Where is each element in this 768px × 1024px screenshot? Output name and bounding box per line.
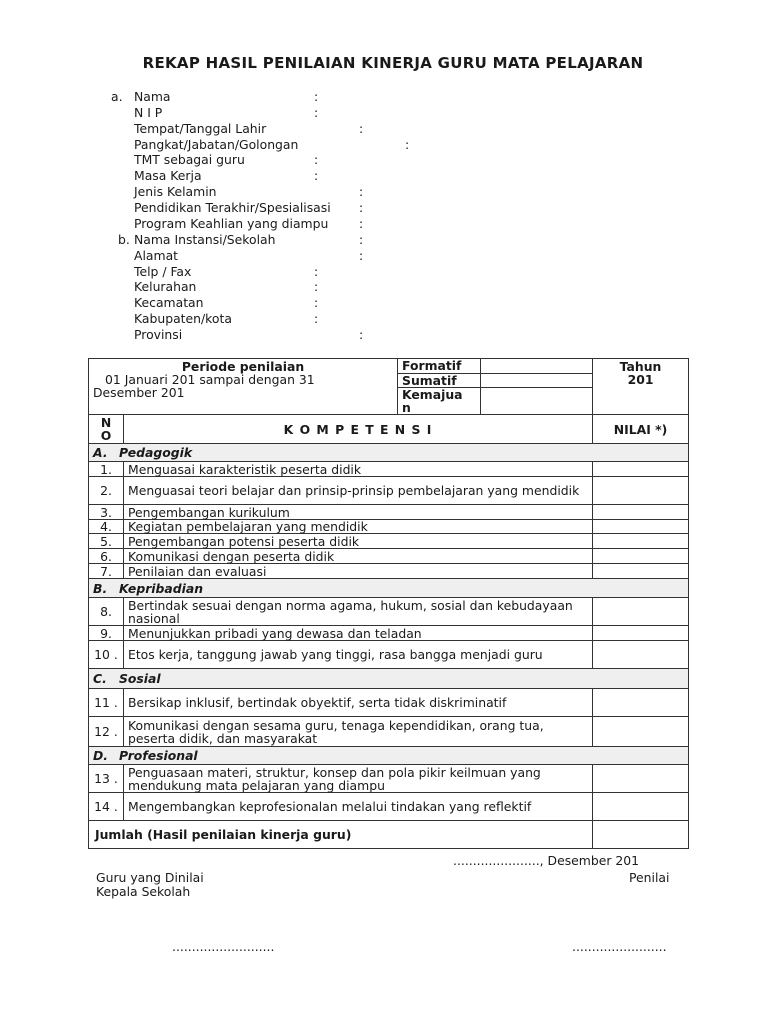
field-colon: : xyxy=(314,295,319,310)
nilai-cell[interactable] xyxy=(593,641,689,669)
section-code: A. xyxy=(93,445,108,460)
jumlah-value-cell[interactable] xyxy=(593,821,689,849)
field-colon: : xyxy=(359,232,364,247)
table-row xyxy=(89,520,689,534)
field-label-provinsi: Provinsi xyxy=(134,327,183,342)
field-colon: : xyxy=(359,248,364,263)
item-number: 4. xyxy=(89,520,124,534)
periode-range: 01 Januari 201 sampai dengan 31 xyxy=(105,372,315,387)
nilai-cell[interactable] xyxy=(593,462,689,477)
kemajuan-label xyxy=(398,387,480,414)
nilai-cell[interactable] xyxy=(593,505,689,520)
item-text: Mengembangkan keprofesionalan melalui tindakan yang reflektif xyxy=(124,793,593,821)
periode-header-row xyxy=(89,359,689,415)
item-number: 5. xyxy=(89,534,124,549)
item-number: 9. xyxy=(89,626,124,641)
item-text: Pengembangan potensi peserta didik xyxy=(124,534,593,549)
field-colon: : xyxy=(314,311,319,326)
kemajuan-label-line1: Kemajua xyxy=(402,386,463,402)
item-text: Bertindak sesuai dengan norma agama, hukum, sosial dan kebudayaan nasional xyxy=(124,598,593,626)
table-row xyxy=(89,477,689,505)
section-b-marker: b. xyxy=(118,232,130,247)
periode-label: Periode penilaian xyxy=(181,359,305,374)
section-name: Kepribadian xyxy=(119,580,204,596)
field-colon: : xyxy=(314,152,319,167)
assessment-type-cell xyxy=(398,359,593,415)
field-colon: : xyxy=(314,168,319,183)
kepala-sekolah-label: Kepala Sekolah xyxy=(96,884,191,899)
no-header-line1: N xyxy=(100,415,112,430)
item-text: Menunjukkan pribadi yang dewasa dan teladan xyxy=(124,626,593,641)
item-text: Kegiatan pembelajaran yang mendidik xyxy=(124,520,593,534)
tahun-label: Tahun xyxy=(619,359,662,374)
jumlah-label: Jumlah (Hasil penilaian kinerja guru) xyxy=(89,821,593,849)
field-label-alamat: Alamat xyxy=(134,248,179,263)
field-label-kabupaten: Kabupaten/kota xyxy=(134,311,232,326)
periode-cell xyxy=(89,359,398,415)
field-label-telp-fax: Telp / Fax xyxy=(134,264,192,279)
item-number: 13 . xyxy=(89,765,124,793)
table-row xyxy=(89,765,689,793)
field-label-pendidikan: Pendidikan Terakhir/Spesialisasi xyxy=(134,200,331,215)
item-text: Penilaian dan evaluasi xyxy=(124,564,593,579)
field-colon: : xyxy=(359,121,364,136)
formatif-checkbox[interactable] xyxy=(480,359,592,373)
section-row-profesional xyxy=(89,747,689,765)
sumatif-label: Sumatif xyxy=(398,373,480,387)
field-label-pangkat: Pangkat/Jabatan/Golongan xyxy=(134,137,299,152)
section-code: D. xyxy=(93,748,108,763)
field-colon: : xyxy=(314,279,319,294)
table-row xyxy=(89,717,689,747)
item-text: Menguasai teori belajar dan prinsip-prinsip pembelajaran yang mendidik xyxy=(124,477,593,505)
nilai-cell[interactable] xyxy=(593,549,689,564)
column-header-row xyxy=(89,415,689,444)
field-colon: : xyxy=(314,105,319,120)
formatif-label: Formatif xyxy=(398,359,480,373)
field-colon: : xyxy=(359,327,364,342)
kompetensi-column-header: K O M P E T E N S I xyxy=(124,415,593,444)
nilai-column-header: NILAI *) xyxy=(593,415,689,444)
section-row-sosial xyxy=(89,669,689,689)
item-text: Etos kerja, tanggung jawab yang tinggi, rasa bangga menjadi guru xyxy=(124,641,593,669)
table-row xyxy=(89,564,689,579)
item-number: 1. xyxy=(89,462,124,477)
field-colon: : xyxy=(405,137,410,152)
kompetensi-table xyxy=(88,358,689,849)
field-label-tempat-tanggal-lahir: Tempat/Tanggal Lahir xyxy=(134,121,267,136)
field-label-nip: N I P xyxy=(134,105,163,120)
nilai-cell[interactable] xyxy=(593,564,689,579)
section-code: C. xyxy=(93,671,107,686)
field-label-nama: Nama xyxy=(134,89,171,104)
nilai-cell[interactable] xyxy=(593,534,689,549)
item-number: 11 . xyxy=(89,689,124,717)
sumatif-checkbox[interactable] xyxy=(480,373,592,387)
field-label-masa-kerja: Masa Kerja xyxy=(134,168,202,183)
section-row-kepribadian xyxy=(89,579,689,598)
nilai-cell[interactable] xyxy=(593,689,689,717)
section-name: Profesional xyxy=(119,748,198,763)
section-name: Pedagogik xyxy=(119,445,193,460)
field-label-program-keahlian: Program Keahlian yang diampu xyxy=(134,216,329,231)
table-row xyxy=(89,793,689,821)
nilai-cell[interactable] xyxy=(593,520,689,534)
tahun-value: 201 xyxy=(627,372,654,387)
field-label-kecamatan: Kecamatan xyxy=(134,295,204,310)
nilai-cell[interactable] xyxy=(593,765,689,793)
item-number: 8. xyxy=(89,598,124,626)
field-label-tmt: TMT sebagai guru xyxy=(134,152,245,167)
field-label-nama-instansi: Nama Instansi/Sekolah xyxy=(134,232,276,247)
field-colon: : xyxy=(314,264,319,279)
document-title: REKAP HASIL PENILAIAN KINERJA GURU MATA PELAJARAN xyxy=(142,54,644,72)
section-heading xyxy=(89,579,689,598)
section-heading xyxy=(89,444,689,462)
item-text: Komunikasi dengan peserta didik xyxy=(124,549,593,564)
table-row xyxy=(89,598,689,626)
field-colon: : xyxy=(359,184,364,199)
nilai-cell[interactable] xyxy=(593,626,689,641)
periode-range-end: Desember 201 xyxy=(93,385,185,400)
kemajuan-label-line2: n xyxy=(402,399,411,415)
item-number: 3. xyxy=(89,505,124,520)
penilai-label: Penilai xyxy=(629,870,670,885)
nilai-cell[interactable] xyxy=(593,793,689,821)
signature-date: ......................, Desember 201 xyxy=(453,853,640,868)
field-colon: : xyxy=(359,200,364,215)
item-number: 2. xyxy=(89,477,124,505)
signature-line-guru: .......................... xyxy=(172,939,275,954)
jumlah-row xyxy=(89,821,689,849)
field-colon: : xyxy=(359,216,364,231)
nilai-cell[interactable] xyxy=(593,717,689,747)
item-number: 6. xyxy=(89,549,124,564)
table-row xyxy=(89,689,689,717)
item-text: Menguasai karakteristik peserta didik xyxy=(124,462,593,477)
item-text: Bersikap inklusif, bertindak obyektif, serta tidak diskriminatif xyxy=(124,689,593,717)
item-number: 10 . xyxy=(89,641,124,669)
table-row xyxy=(89,626,689,641)
table-row xyxy=(89,641,689,669)
table-row xyxy=(89,534,689,549)
section-row-pedagogik xyxy=(89,444,689,462)
assessment-type-table xyxy=(398,359,592,414)
table-row xyxy=(89,462,689,477)
item-number: 7. xyxy=(89,564,124,579)
table-row xyxy=(89,505,689,520)
item-text: Penguasaan materi, struktur, konsep dan pola pikir keilmuan yang mendukung mata pelajaran yang diampu xyxy=(124,765,593,793)
field-colon: : xyxy=(314,89,319,104)
section-heading xyxy=(89,669,689,689)
nilai-cell[interactable] xyxy=(593,598,689,626)
signature-line-penilai: ........................ xyxy=(572,939,667,954)
item-number: 14 . xyxy=(89,793,124,821)
no-column-header xyxy=(89,415,124,444)
tahun-cell xyxy=(593,359,689,415)
section-heading xyxy=(89,747,689,765)
kemajuan-checkbox[interactable] xyxy=(480,387,592,414)
field-label-kelurahan: Kelurahan xyxy=(134,279,197,294)
item-text: Komunikasi dengan sesama guru, tenaga kependidikan, orang tua, peserta didik, dan masyarakat xyxy=(124,717,593,747)
no-header-line2: O xyxy=(100,428,112,443)
section-name: Sosial xyxy=(119,671,161,686)
item-text: Pengembangan kurikulum xyxy=(124,505,593,520)
field-label-jenis-kelamin: Jenis Kelamin xyxy=(134,184,217,199)
section-code: B. xyxy=(93,580,108,596)
section-a-marker: a. xyxy=(111,89,123,104)
nilai-cell[interactable] xyxy=(593,477,689,505)
guru-dinilai-label: Guru yang Dinilai xyxy=(96,870,204,885)
table-row xyxy=(89,549,689,564)
item-number: 12 . xyxy=(89,717,124,747)
